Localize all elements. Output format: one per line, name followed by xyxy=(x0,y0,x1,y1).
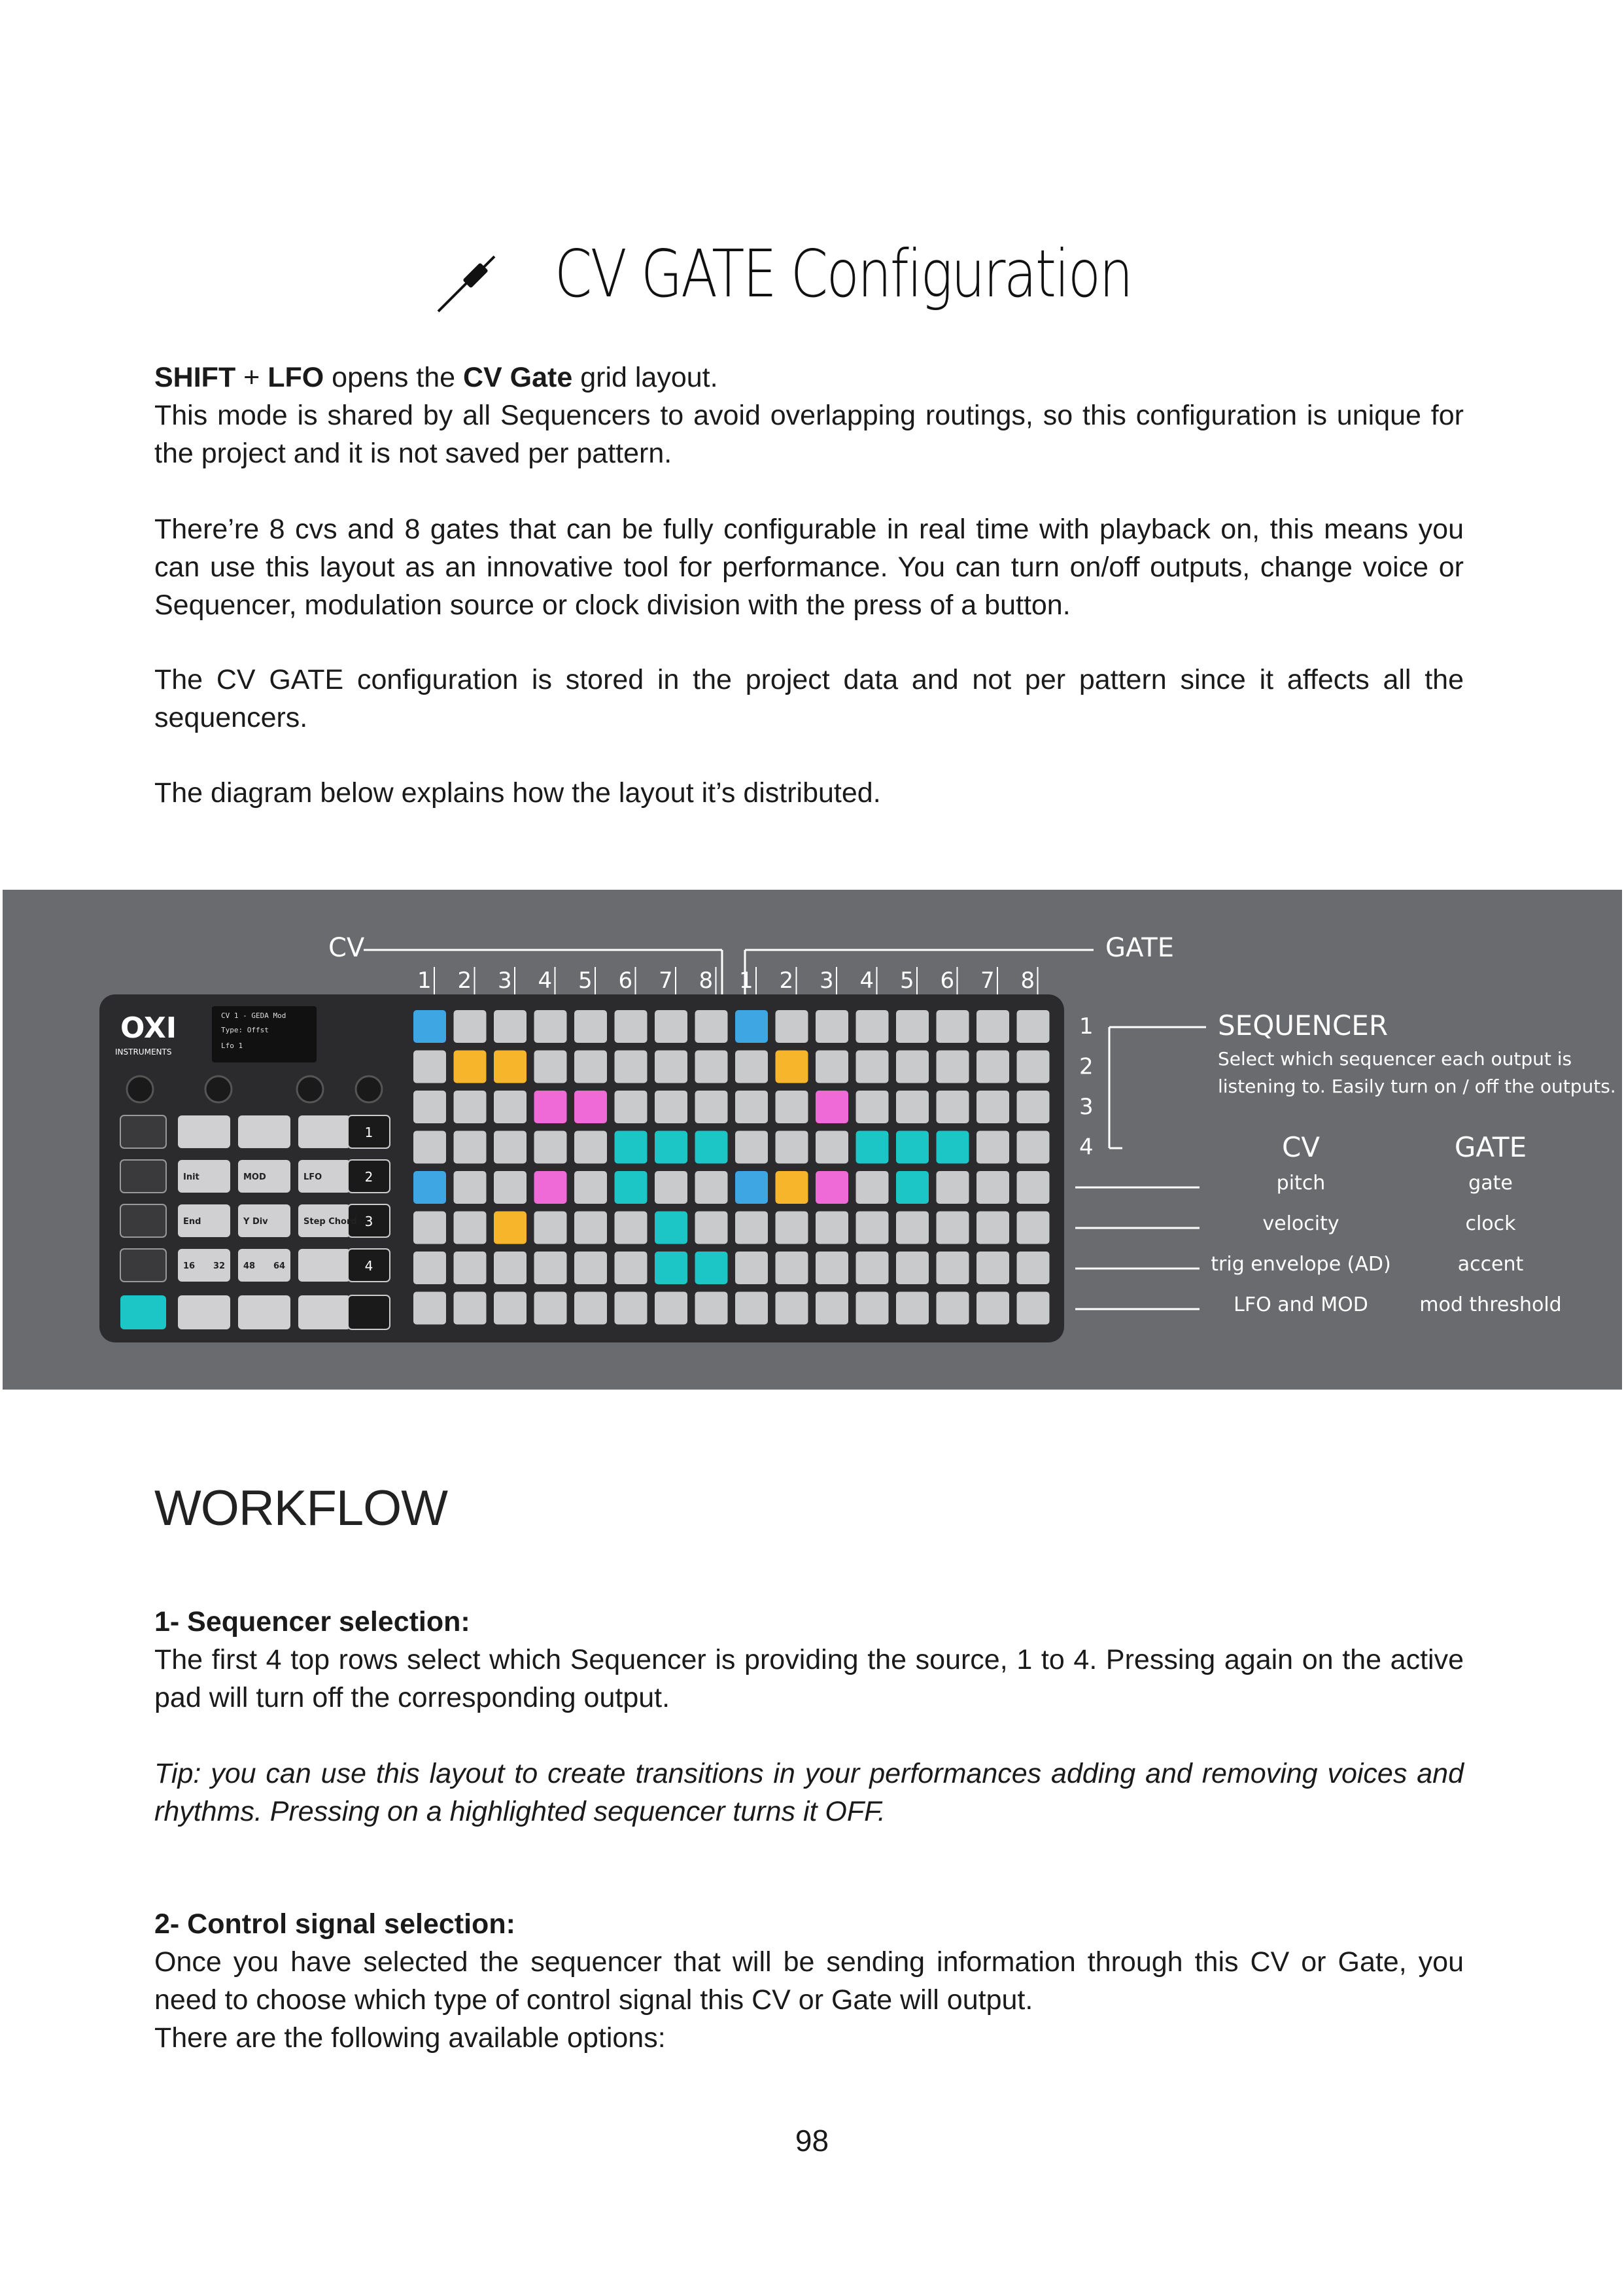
grid-pad[interactable] xyxy=(413,1091,446,1123)
grid-pad[interactable] xyxy=(816,1212,848,1244)
grid-pad[interactable] xyxy=(856,1252,889,1284)
function-button-label: 16 xyxy=(183,1261,196,1271)
cv-column-number: 5 xyxy=(578,968,593,994)
encoder-knob[interactable] xyxy=(127,1076,153,1102)
function-button-label: 64 xyxy=(273,1261,286,1271)
grid-pad[interactable] xyxy=(735,1131,768,1164)
transport-button[interactable] xyxy=(178,1295,230,1329)
grid-pad[interactable] xyxy=(1017,1171,1050,1204)
cv-options-heading: CV xyxy=(1281,1131,1321,1163)
function-button-label: End xyxy=(183,1217,201,1227)
function-button-label: Y Div xyxy=(243,1217,268,1227)
grid-pad[interactable] xyxy=(816,1252,848,1284)
cv-column-number: 2 xyxy=(457,968,472,994)
grid-pad[interactable] xyxy=(695,1171,728,1204)
grid-pad[interactable] xyxy=(454,1171,487,1204)
grid-pad[interactable] xyxy=(615,1292,648,1325)
grid-pad[interactable] xyxy=(655,1010,687,1043)
grid-pad[interactable] xyxy=(574,1252,607,1284)
grid-pad[interactable] xyxy=(454,1212,487,1244)
grid-pad[interactable] xyxy=(655,1292,687,1325)
gate-bracket-label: GATE xyxy=(1105,933,1174,963)
grid-pad[interactable] xyxy=(776,1051,808,1083)
section-2-title: 2- Control signal selection: xyxy=(154,1908,515,1940)
mode-button[interactable] xyxy=(120,1204,166,1237)
grid-pad[interactable] xyxy=(816,1010,848,1043)
cable-jack-icon xyxy=(429,249,501,321)
function-button[interactable] xyxy=(178,1115,230,1148)
gate-options-heading: GATE xyxy=(1454,1131,1527,1163)
grid-pad[interactable] xyxy=(1017,1010,1050,1043)
cv-column-number: 4 xyxy=(538,968,553,994)
grid-pad[interactable] xyxy=(494,1252,527,1284)
section-1-title: 1- Sequencer selection: xyxy=(154,1606,470,1638)
sequencer-select-label: 2 xyxy=(364,1169,373,1185)
function-button-label: 32 xyxy=(213,1261,226,1271)
grid-pad[interactable] xyxy=(454,1252,487,1284)
grid-pad[interactable] xyxy=(735,1051,768,1083)
grid-pad[interactable] xyxy=(655,1212,687,1244)
grid-pad[interactable] xyxy=(454,1292,487,1325)
gate-column-number: 6 xyxy=(940,968,955,994)
sequencer-row-number: 4 xyxy=(1079,1134,1094,1161)
section-1-text: The first 4 top rows select which Sequencer is providing the source, 1 to 4. Pressing again on the active pad will turn off the corresponding output. xyxy=(154,1644,1464,1713)
cv-column-number: 3 xyxy=(498,968,512,994)
grid-pad[interactable] xyxy=(937,1051,969,1083)
mode-button[interactable] xyxy=(120,1160,166,1193)
grid-pad[interactable] xyxy=(976,1091,1009,1123)
grid-pad[interactable] xyxy=(454,1131,487,1164)
signal-options xyxy=(1211,1172,1561,1316)
page-title xyxy=(0,236,1624,327)
grid-pad[interactable] xyxy=(776,1292,808,1325)
mode-button[interactable] xyxy=(120,1115,166,1148)
left-button-cluster xyxy=(120,1115,390,1329)
gate-column-number: 5 xyxy=(900,968,914,994)
grid-pad[interactable] xyxy=(494,1091,527,1123)
grid-pad[interactable] xyxy=(976,1171,1009,1204)
gate-option-label: gate xyxy=(1468,1172,1513,1195)
grid-pad[interactable] xyxy=(695,1292,728,1325)
cv-gate-diagram xyxy=(3,890,1622,1390)
grid-pad[interactable] xyxy=(776,1212,808,1244)
grid-pad[interactable] xyxy=(413,1131,446,1164)
workflow-heading: WORKFLOW xyxy=(154,1480,447,1536)
grid-pad[interactable] xyxy=(615,1212,648,1244)
grid-pad[interactable] xyxy=(816,1171,848,1204)
sequencer-title: SEQUENCER xyxy=(1218,1009,1388,1042)
intro-line-2: This mode is shared by all Sequencers to avoid overlapping routings, so this configuration is unique for the project and it is not saved per pattern. xyxy=(154,400,1464,469)
grid-pad[interactable] xyxy=(615,1091,648,1123)
screen-line-2: Type: Offst xyxy=(221,1026,269,1034)
grid-pad[interactable] xyxy=(816,1051,848,1083)
section-2 xyxy=(154,1905,1464,2057)
row-numbers xyxy=(1079,1013,1094,1161)
encoder-knob[interactable] xyxy=(356,1076,382,1102)
function-button[interactable] xyxy=(298,1249,351,1282)
grid-pad[interactable] xyxy=(937,1252,969,1284)
grid-pad[interactable] xyxy=(776,1131,808,1164)
grid-pad[interactable] xyxy=(615,1171,648,1204)
grid-pad[interactable] xyxy=(776,1252,808,1284)
grid-pad[interactable] xyxy=(695,1252,728,1284)
intro-paragraph-2: There’re 8 cvs and 8 gates that can be fully configurable in real time with playback on, this means you can use this layout as an innovative tool for performance. You can turn on/off outputs, change voice or Sequencer, modulation source or clock division with the press of a button. xyxy=(154,514,1464,621)
grid-pad[interactable] xyxy=(896,1252,929,1284)
shift-button[interactable] xyxy=(120,1295,166,1329)
grid-pad[interactable] xyxy=(976,1212,1009,1244)
grid-pad[interactable] xyxy=(816,1091,848,1123)
grid-pad[interactable] xyxy=(615,1252,648,1284)
grid-pad[interactable] xyxy=(1017,1252,1050,1284)
grid-pad[interactable] xyxy=(615,1010,648,1043)
transport-button[interactable] xyxy=(238,1295,290,1329)
grid-pad[interactable] xyxy=(615,1051,648,1083)
grid-pad[interactable] xyxy=(494,1051,527,1083)
gate-column-number: 1 xyxy=(739,968,753,994)
grid-pad[interactable] xyxy=(534,1171,567,1204)
grid-pad[interactable] xyxy=(655,1252,687,1284)
title-text: CV GATE Configuration xyxy=(554,236,1132,312)
grid-pad[interactable] xyxy=(413,1051,446,1083)
grid-pad[interactable] xyxy=(655,1091,687,1123)
grid-pad[interactable] xyxy=(655,1051,687,1083)
cv-column-number: 7 xyxy=(659,968,673,994)
cv-bracket-label: CV xyxy=(328,933,365,963)
grid-pad[interactable] xyxy=(413,1010,446,1043)
grid-pad[interactable] xyxy=(695,1051,728,1083)
grid-pad[interactable] xyxy=(655,1171,687,1204)
grid-pad[interactable] xyxy=(976,1010,1009,1043)
grid-pad[interactable] xyxy=(1017,1131,1050,1164)
intro-paragraph-3: The CV GATE configuration is stored in the project data and not per pattern since it affects all the sequencers. xyxy=(154,664,1464,733)
function-button-label: LFO xyxy=(303,1172,322,1182)
section-1 xyxy=(154,1603,1464,1717)
grid-pad[interactable] xyxy=(976,1051,1009,1083)
grid-pad[interactable] xyxy=(856,1131,889,1164)
sequencer-row-number: 3 xyxy=(1079,1094,1094,1120)
gate-column-number: 3 xyxy=(820,968,834,994)
grid-pad[interactable] xyxy=(856,1091,889,1123)
grid-pad[interactable] xyxy=(655,1131,687,1164)
grid-pad[interactable] xyxy=(574,1091,607,1123)
grid-pad[interactable] xyxy=(776,1010,808,1043)
sequencer-select-label: 3 xyxy=(364,1214,373,1229)
screen-line-1: CV 1 - GEDA Mod xyxy=(221,1011,286,1020)
grid-pad[interactable] xyxy=(1017,1051,1050,1083)
grid-pad[interactable] xyxy=(534,1292,567,1325)
section-1-tip xyxy=(154,1755,1464,1831)
grid-pad[interactable] xyxy=(896,1131,929,1164)
grid-pad[interactable] xyxy=(574,1131,607,1164)
intro-paragraph-1: SHIFT + LFO opens the CV Gate grid layout. This mode is shared by all Sequencers to avoid overlapping routings, so this configuration is unique for the project and it is not saved per pattern. xyxy=(154,359,1464,472)
grid-pad[interactable] xyxy=(1017,1212,1050,1244)
grid-pad[interactable] xyxy=(896,1212,929,1244)
tip-text: Tip: you can use this layout to create transitions in your performances adding and removing voices and rhythms. Pressing on a highlighted sequencer turns it OFF. xyxy=(154,1758,1464,1827)
grid-pad[interactable] xyxy=(494,1212,527,1244)
diagram-svg xyxy=(3,890,1622,1390)
cv-option-label: trig envelope (AD) xyxy=(1211,1253,1391,1276)
cv-column-number: 6 xyxy=(618,968,633,994)
grid-pad[interactable] xyxy=(735,1091,768,1123)
grid-pad[interactable] xyxy=(896,1091,929,1123)
cv-column-number: 1 xyxy=(417,968,432,994)
grid-pad[interactable] xyxy=(413,1171,446,1204)
grid-pad[interactable] xyxy=(937,1010,969,1043)
page-number: 98 xyxy=(795,2124,829,2158)
function-button[interactable] xyxy=(298,1115,351,1148)
grid-pad[interactable] xyxy=(454,1091,487,1123)
function-button-label: 48 xyxy=(243,1261,256,1271)
gate-option-label: clock xyxy=(1465,1212,1516,1235)
sequencer-select-label: 4 xyxy=(364,1258,373,1274)
brand-subtitle: INSTRUMENTS xyxy=(115,1047,172,1057)
grid-pad[interactable] xyxy=(735,1212,768,1244)
grid-pad[interactable] xyxy=(494,1131,527,1164)
grid-pad[interactable] xyxy=(856,1292,889,1325)
grid-pad[interactable] xyxy=(1017,1292,1050,1325)
sequencer-desc-2: listening to. Easily turn on / off the outputs. xyxy=(1218,1076,1616,1097)
grid-pad[interactable] xyxy=(494,1292,527,1325)
grid-pad[interactable] xyxy=(856,1171,889,1204)
grid-pad[interactable] xyxy=(1017,1091,1050,1123)
brand-logo: OXI xyxy=(120,1011,177,1045)
column-numbers xyxy=(417,967,1038,994)
grid-pad[interactable] xyxy=(534,1252,567,1284)
grid-pad[interactable] xyxy=(896,1171,929,1204)
grid-pad[interactable] xyxy=(574,1292,607,1325)
grid-pad[interactable] xyxy=(413,1252,446,1284)
cv-gate-label: CV Gate xyxy=(463,362,573,393)
cv-column-number: 8 xyxy=(699,968,714,994)
grid-pad[interactable] xyxy=(494,1171,527,1204)
grid-pad[interactable] xyxy=(413,1292,446,1325)
grid-pad[interactable] xyxy=(534,1212,567,1244)
grid-pad[interactable] xyxy=(574,1171,607,1204)
grid-pad[interactable] xyxy=(534,1091,567,1123)
grid-pad[interactable] xyxy=(937,1171,969,1204)
grid-pad[interactable] xyxy=(976,1292,1009,1325)
grid-pad[interactable] xyxy=(776,1171,808,1204)
grid-pad[interactable] xyxy=(816,1292,848,1325)
grid-pad[interactable] xyxy=(856,1212,889,1244)
grid-pad[interactable] xyxy=(454,1051,487,1083)
grid-pad[interactable] xyxy=(937,1131,969,1164)
grid-pad[interactable] xyxy=(695,1212,728,1244)
grid-pad[interactable] xyxy=(695,1010,728,1043)
grid-pad[interactable] xyxy=(574,1212,607,1244)
grid-pad[interactable] xyxy=(776,1091,808,1123)
lfo-key-label: LFO xyxy=(268,362,324,393)
mute-button[interactable] xyxy=(348,1295,390,1329)
section-2-text-2: There are the following available options: xyxy=(154,2022,666,2054)
grid-pad[interactable] xyxy=(534,1131,567,1164)
grid-pad[interactable] xyxy=(574,1051,607,1083)
sequencer-desc-1: Select which sequencer each output is xyxy=(1218,1048,1572,1070)
grid-pad[interactable] xyxy=(937,1292,969,1325)
grid-pad[interactable] xyxy=(976,1252,1009,1284)
grid-pad[interactable] xyxy=(816,1131,848,1164)
cv-option-label: pitch xyxy=(1276,1172,1326,1195)
grid-pad[interactable] xyxy=(574,1010,607,1043)
function-button-label: MOD xyxy=(243,1172,266,1182)
grid-pad[interactable] xyxy=(856,1051,889,1083)
grid-pad[interactable] xyxy=(735,1252,768,1284)
mode-button[interactable] xyxy=(120,1249,166,1282)
sequencer-row-number: 2 xyxy=(1079,1053,1094,1080)
grid-pad[interactable] xyxy=(896,1010,929,1043)
grid-pad[interactable] xyxy=(896,1051,929,1083)
grid-pad[interactable] xyxy=(976,1131,1009,1164)
grid-pad[interactable] xyxy=(937,1212,969,1244)
grid-pad[interactable] xyxy=(413,1212,446,1244)
function-button[interactable] xyxy=(238,1115,290,1148)
grid-pad[interactable] xyxy=(494,1010,527,1043)
function-button-label: Step Chord xyxy=(303,1217,357,1227)
grid-pad[interactable] xyxy=(896,1292,929,1325)
cv-option-label: LFO and MOD xyxy=(1234,1293,1368,1316)
grid-pad[interactable] xyxy=(735,1010,768,1043)
gate-column-number: 4 xyxy=(859,968,874,994)
sequencer-row-number: 1 xyxy=(1079,1013,1094,1040)
gate-column-number: 7 xyxy=(980,968,995,994)
gate-option-label: accent xyxy=(1457,1253,1524,1276)
grid-pad[interactable] xyxy=(615,1131,648,1164)
section-2-text: Once you have selected the sequencer that will be sending information through this CV or Gate, you need to choose which type of control signal this CV or Gate will output. xyxy=(154,1946,1464,2016)
sequencer-select-label: 1 xyxy=(364,1125,373,1140)
gate-column-number: 2 xyxy=(779,968,794,994)
grid-pad[interactable] xyxy=(454,1010,487,1043)
grid-pad[interactable] xyxy=(534,1010,567,1043)
encoder-knob[interactable] xyxy=(205,1076,232,1102)
grid-pad[interactable] xyxy=(735,1171,768,1204)
gate-column-number: 8 xyxy=(1020,968,1035,994)
transport-button[interactable] xyxy=(298,1295,351,1329)
screen-line-3: Lfo 1 xyxy=(221,1042,243,1050)
grid-pad[interactable] xyxy=(937,1091,969,1123)
function-button-label: Init xyxy=(183,1172,199,1182)
cv-option-label: velocity xyxy=(1262,1212,1339,1235)
grid-pad[interactable] xyxy=(695,1131,728,1164)
grid-pad[interactable] xyxy=(735,1292,768,1325)
shift-key-label: SHIFT xyxy=(154,362,236,393)
gate-option-label: mod threshold xyxy=(1419,1293,1562,1316)
encoder-knob[interactable] xyxy=(297,1076,323,1102)
grid-pad[interactable] xyxy=(534,1051,567,1083)
grid-pad[interactable] xyxy=(695,1091,728,1123)
grid-pad[interactable] xyxy=(856,1010,889,1043)
intro-paragraph-4: The diagram below explains how the layout it’s distributed. xyxy=(154,777,881,809)
